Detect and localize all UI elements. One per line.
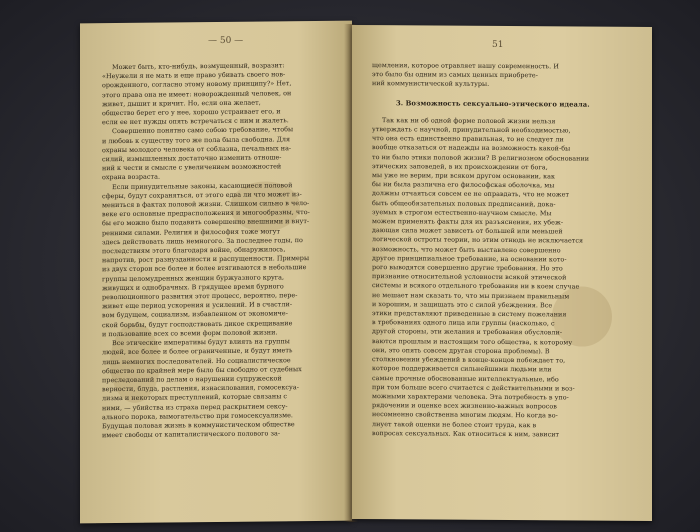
text-line: преследований по делам о нарушении супружеской	[102, 374, 282, 385]
text-line: Все этические императивы будут влиять на группы	[112, 337, 290, 348]
left-page-text	[102, 61, 330, 441]
text-line: группы целомудренных женщин буржуазного круга,	[102, 272, 285, 283]
text-line: этических заповедей, в их происхождении от бога,	[372, 161, 548, 172]
text-line: верности, блуда, растления, изнасилования, гомосексуа-	[102, 383, 299, 394]
text-line: мы уже не верим, при всяком другом основании, как	[372, 171, 556, 181]
right-page	[352, 25, 652, 521]
text-line: общество по крайней мере было бы свободно от судебных	[102, 364, 302, 375]
page-number-right: 51	[492, 39, 504, 51]
text-line: другой стороны, эти желания и требования обусловли-	[372, 327, 563, 337]
text-line: не мешает нам сказать то, что мы признаем правильным	[372, 290, 570, 301]
text-line: последствиям этого благодаря войне, обнаружилось,	[102, 245, 286, 256]
text-line: имеет свободы от капиталистического полового за-	[102, 429, 281, 440]
text-line: Совершенно понятно само собою требование, чтобы	[112, 125, 294, 136]
text-line: бы его можно было подавить совершенно внешними и внут-	[102, 217, 310, 228]
text-line: при том больше всего считается с действительными и воз-	[372, 382, 575, 393]
text-line: лишь немногих последователей. Но социалистическое	[102, 355, 291, 366]
text-line: и пользование всех со всеми форм половой жизни.	[102, 328, 278, 339]
text-line: можными характерами человека. Эта потребность в упо-	[372, 391, 569, 402]
text-line: ренними силами. Религия и философия тоже могут	[102, 226, 281, 237]
text-line: здесь действовать лишь немногого. За последнее годы, по	[102, 235, 303, 247]
text-line: бы ни была различна его философская оболочка, мы	[372, 180, 555, 190]
text-line: если ее нет нужды опять встречаться с ним и жалеть.	[102, 116, 289, 127]
text-line: живущих и однобрачных. В грядущее время бурного	[102, 282, 284, 293]
text-line: быть общеобязательных половых предписаний, дока-	[372, 198, 556, 209]
text-line: силий, измышленных достаточно изменить отноше-	[102, 153, 282, 164]
text-line: революционного развития этот процесс, вероятно, пере-	[102, 291, 298, 302]
text-line: ального порока, вымогательство при гомосексуализме.	[102, 410, 294, 421]
text-line: вообще отказаться от надежды на возможность какой-бы	[372, 143, 571, 153]
text-line: ваются прошлым и настоящим того общества, к которому	[372, 336, 573, 347]
text-line: лизма и некоторых преступлений, которые связаны с	[102, 392, 288, 403]
text-line: ними, — убийства из страха перед раскрытием сексу-	[102, 401, 288, 412]
text-line: Так как ни об одной форме половой жизни нельзя	[382, 115, 556, 126]
text-line: должны отчаяться совсем ее не оправдать, что не может	[372, 189, 570, 199]
text-line: признание относительной условности всякой этической	[372, 272, 567, 282]
section-heading: 3. Возможность сексуально-этического идеала.	[396, 98, 590, 109]
text-line: мениться в фактах половой жизни. Слишком сильно в чело-	[102, 199, 310, 210]
text-line: людей, все более и более ограниченные, и будут иметь	[102, 346, 293, 357]
text-line: этики представляют приведенные в систему пожелания	[372, 309, 567, 319]
left-page	[80, 21, 352, 524]
text-line: они, это опять совсем другая сторона проблемы). В	[372, 345, 550, 356]
text-line: из двух сторон все более и более втягиваются в небольшие	[102, 263, 307, 274]
text-line: это было бы одним из самых ценных приобрете-	[372, 70, 538, 80]
text-line: этого права она не имеет: новорожденный человек, он	[102, 88, 292, 99]
text-line: то ни было этики половой жизни? В религиозном обосновании	[372, 152, 590, 163]
text-line: Может быть, кто-нибудь, возмущенный, возразит:	[112, 61, 285, 72]
text-line: возможность, что может быть выставлено совершенно	[372, 244, 561, 255]
text-line: логической остроты теории, но этим отнюдь не исключается	[372, 235, 584, 246]
text-line: столкновении убеждений в конце-концов побеждает то,	[372, 355, 566, 365]
text-line: которое поддерживается сильнейшими людьми или	[372, 364, 552, 374]
text-line: вопросах сексуальных. Как относиться к ним, зависит	[372, 428, 560, 439]
text-line: и любовь к существу того же пола была свободна. Для	[102, 134, 291, 145]
text-line: зуемых в строгом естественно-научном смысле. Мы	[372, 207, 552, 218]
text-line: дающая сила может зависеть от большей или меньшей	[372, 226, 563, 236]
text-line: что она есть единственно правильная, то не следует ли	[372, 134, 564, 144]
text-line: ний коммунистической культуры.	[372, 79, 490, 89]
text-line: самые прочные обоснованные интеллектуальные, ибо	[372, 373, 559, 383]
text-line: лнует такой оценки не более стоит труда, как в	[372, 419, 537, 429]
text-line: ний к чести и смысле с увеличением возможностей	[102, 162, 282, 173]
text-line: «Неужели я не мать и еще право убивать своего нов-	[102, 70, 286, 81]
text-line: несомненно свойственна многим людям. Но когда во-	[372, 410, 558, 420]
right-page-text	[372, 61, 628, 440]
text-line: веке его основные предрасположения и многообразны, что-	[102, 208, 310, 219]
text-line: щемления, которое отравляет нашу современность. И	[372, 61, 559, 71]
text-line: утверждать с научной, принудительной необходимостью,	[372, 125, 571, 135]
text-line: рого выводятся совершенно другие требования. Но это	[372, 263, 563, 273]
text-line: и хорошим, и защищать это с силой убеждения. Все	[372, 299, 553, 310]
text-line: системы и всякого отдельного требования ни в коем случае	[372, 281, 580, 292]
text-line: вом будущем, социализм, избавленном от экономиче-	[102, 309, 288, 320]
text-line: можем применять факты для их разъяснения, их убеж-	[372, 217, 564, 227]
text-line: живет, дышит и кричит. Но, если она желает,	[102, 98, 261, 109]
text-line: ской борьбы, будут господствовать дикое скрещивание	[102, 318, 293, 329]
text-line: Если принудительные законы, касающиеся половой	[112, 180, 293, 191]
text-line: Будущая половая жизнь в коммунистическом обществе	[102, 420, 295, 431]
text-line: живет еще период ускорения и усилений. И в счастли-	[102, 300, 293, 311]
page-number-left: — 50 —	[208, 35, 244, 47]
text-line: орожденного, согласно этому новому принципу?» Нет,	[102, 79, 292, 90]
text-line: напротив, рост разнузданности и распущенности. Примеры	[102, 254, 310, 265]
text-line: общество берет его у нее, хорошо устраивает его, и	[102, 107, 281, 118]
text-line: охраны молодого человека от соблазна, печальных на-	[102, 144, 292, 155]
text-line: охрана возраста.	[102, 173, 161, 182]
text-line: другое принципиальное требование, на основании кото-	[372, 253, 567, 264]
text-line: рядочении и оценке всех жизненно-важных вопросов	[372, 401, 557, 411]
text-line: в требованиях одного лица или группы (насколько, с	[372, 318, 555, 328]
text-line: сферы, будут сохраняться, от этого едва ли что может из-	[102, 189, 302, 201]
